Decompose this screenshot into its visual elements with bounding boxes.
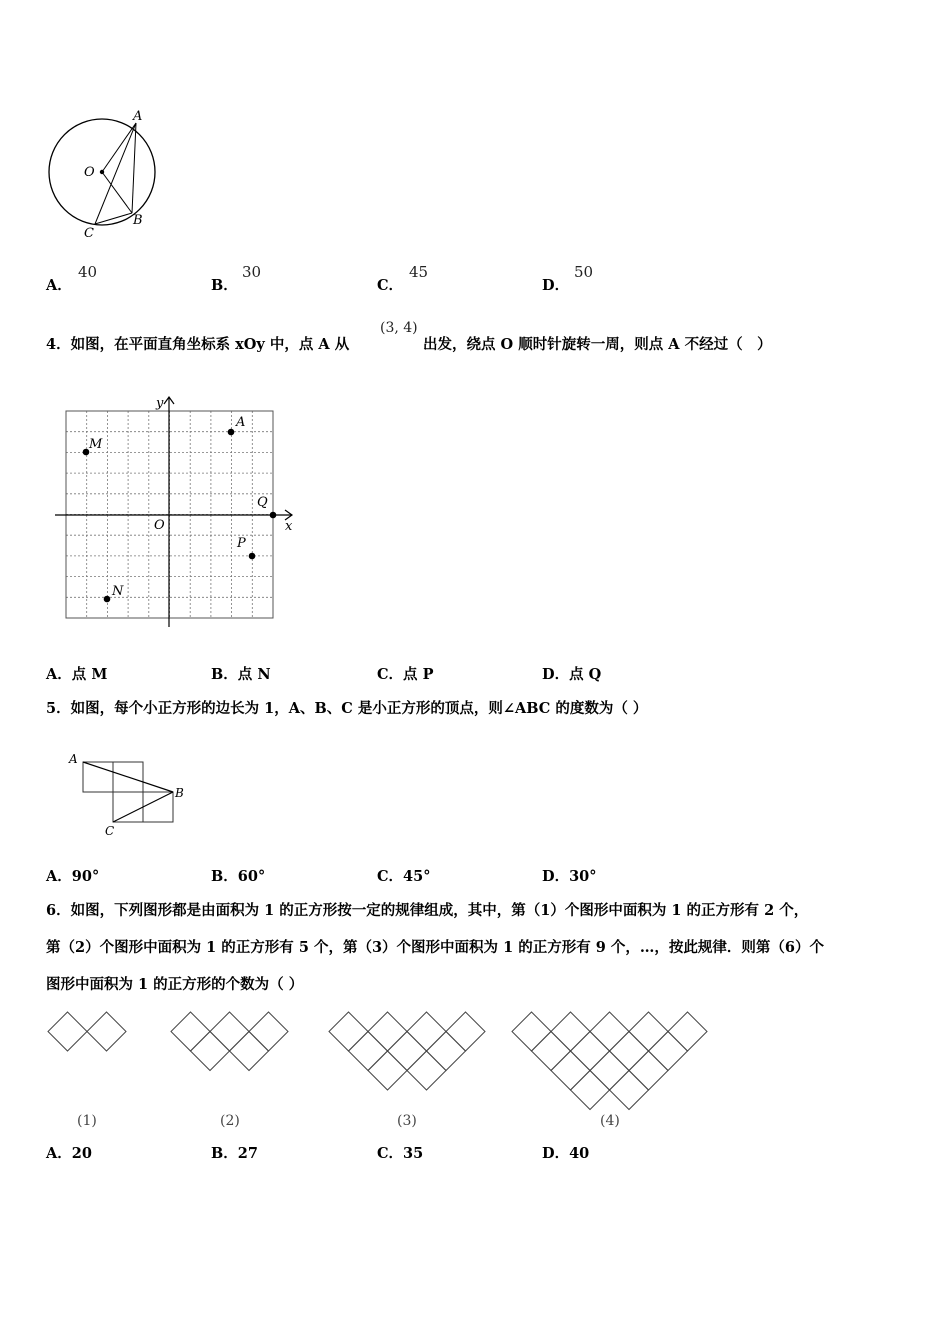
caption-1: (1) <box>77 1113 97 1129</box>
unit-square <box>388 1032 427 1071</box>
unit-square <box>551 1051 590 1090</box>
unit-square <box>590 1051 629 1090</box>
label-b: B <box>133 213 143 228</box>
point-a <box>228 429 235 436</box>
option-letter: B． <box>211 277 238 294</box>
option-letter: D． <box>542 666 570 683</box>
option-letter: C． <box>377 666 404 683</box>
option-letter: B． <box>211 666 238 683</box>
option-letter: D． <box>542 868 570 885</box>
option-value: 40 <box>569 1145 590 1162</box>
segment-ob <box>102 172 132 213</box>
unit-square <box>629 1012 668 1051</box>
unit-square <box>407 1012 446 1051</box>
unit-square <box>171 1012 210 1051</box>
q4-option-c <box>377 663 434 684</box>
q5-grid-figure <box>65 750 195 840</box>
unit-square <box>610 1071 649 1110</box>
unit-square <box>512 1012 551 1051</box>
caption-4: (4) <box>600 1113 620 1129</box>
option-letter: A． <box>46 666 72 683</box>
unit-square <box>427 1032 466 1071</box>
unit-square <box>87 1012 126 1051</box>
q6-question-line-3: 图形中面积为 1 的正方形的个数为（ ） <box>46 976 304 993</box>
label-a: A <box>236 415 246 430</box>
unit-square <box>368 1012 407 1051</box>
option-letter: D． <box>542 277 570 294</box>
option-value: 20 <box>71 1145 92 1162</box>
pattern-figure-2 <box>171 1012 288 1071</box>
square <box>143 792 173 822</box>
pattern-figure-3 <box>329 1012 485 1090</box>
label-n: N <box>112 584 124 599</box>
q3-option-a-value: 40 <box>78 263 98 281</box>
option-letter: D． <box>542 1145 570 1162</box>
q6-option-d <box>542 1142 589 1163</box>
pattern-figure-4 <box>512 1012 707 1110</box>
q6-question-line-2: 第（2）个图形中面积为 1 的正方形有 5 个，第（3）个图形中面积为 1 的正方形有 9 个，…，按此规律．则第（6）个 <box>46 939 825 956</box>
option-value: 点 N <box>237 666 271 683</box>
center-point <box>100 170 104 174</box>
caption-3: (3) <box>397 1113 417 1129</box>
option-letter: A． <box>46 868 72 885</box>
q3-option-c <box>377 274 403 295</box>
option-value: 35 <box>403 1145 424 1162</box>
q4-coordinate-grid <box>55 393 300 633</box>
q3-option-d <box>542 274 569 295</box>
option-value: 30° <box>569 868 597 885</box>
q6-pattern-figures <box>40 1000 720 1135</box>
unit-square <box>368 1051 407 1090</box>
point-q <box>270 512 277 519</box>
unit-square <box>210 1012 249 1051</box>
q4-coordinate: (3, 4) <box>380 320 418 336</box>
label-origin: O <box>154 518 165 533</box>
unit-square <box>571 1032 610 1071</box>
q3-option-b-value: 30 <box>242 263 262 281</box>
option-letter: B． <box>211 868 238 885</box>
option-value: 点 Q <box>569 666 602 683</box>
unit-square <box>48 1012 87 1051</box>
option-letter: B． <box>211 1145 238 1162</box>
label-a: A <box>69 752 78 766</box>
q6-option-b <box>211 1142 258 1163</box>
q4-option-d <box>542 663 601 684</box>
unit-square <box>191 1032 230 1071</box>
option-value: 60° <box>237 868 266 885</box>
point-p <box>249 553 256 560</box>
pattern-figure-1 <box>48 1012 126 1051</box>
label-a: A <box>133 109 143 124</box>
unit-square <box>329 1012 368 1051</box>
unit-square <box>349 1032 388 1071</box>
option-value: 点 P <box>403 666 434 683</box>
q6-option-c <box>377 1142 423 1163</box>
q6-option-a <box>46 1142 92 1163</box>
unit-square <box>446 1012 485 1051</box>
unit-square <box>551 1012 590 1051</box>
label-b: B <box>175 786 184 800</box>
segment-ab <box>132 123 136 213</box>
q4-text-before: 4．如图，在平面直角坐标系 xOy 中，点 A 从 <box>46 336 350 353</box>
segment-ab <box>83 762 173 792</box>
unit-square <box>590 1012 629 1051</box>
label-m: M <box>89 437 103 452</box>
label-y: y <box>156 396 164 411</box>
unit-square <box>571 1071 610 1110</box>
option-value: 45° <box>403 868 431 885</box>
q5-question-text: 5．如图，每个小正方形的边长为 1，A、B、C 是小正方形的顶点，则∠ABC 的度数为（ ） <box>46 700 648 717</box>
q3-option-b <box>211 274 238 295</box>
option-value: 27 <box>237 1145 258 1162</box>
q3-option-a <box>46 274 72 295</box>
option-value: 点 M <box>71 666 108 683</box>
unit-square <box>649 1032 688 1071</box>
label-p: P <box>237 536 246 551</box>
q4-question-text <box>46 333 349 354</box>
label-x: x <box>285 519 293 534</box>
unit-square <box>668 1012 707 1051</box>
square <box>113 792 143 822</box>
unit-square <box>249 1012 288 1051</box>
option-value: 90° <box>71 868 100 885</box>
q4-text-after: 出发，绕点 O 顺时针旋转一周，则点 A 不经过（ ） <box>423 336 772 353</box>
unit-square <box>629 1051 668 1090</box>
unit-square <box>610 1032 649 1071</box>
q4-option-a <box>46 663 107 684</box>
label-c: C <box>105 824 115 838</box>
q5-option-b <box>211 865 265 886</box>
option-letter: C． <box>377 277 404 294</box>
q6-question-line-1: 6．如图，下列图形都是由面积为 1 的正方形按一定的规律组成，其中，第（1）个图形中面积为 1 的正方形有 2 个， <box>46 902 809 919</box>
q3-option-d-value: 50 <box>574 263 594 281</box>
option-letter: A． <box>46 277 72 294</box>
unit-square <box>230 1032 269 1071</box>
label-o: O <box>84 165 95 180</box>
option-letter: C． <box>377 868 404 885</box>
q5-option-c <box>377 865 430 886</box>
q4-option-b <box>211 663 271 684</box>
q5-option-d <box>542 865 597 886</box>
q3-option-c-value: 45 <box>409 263 429 281</box>
unit-square <box>407 1051 446 1090</box>
q5-option-a <box>46 865 99 886</box>
option-letter: A． <box>46 1145 72 1162</box>
label-q: Q <box>257 495 268 510</box>
point-n <box>104 596 111 603</box>
option-letter: C． <box>377 1145 404 1162</box>
unit-square <box>532 1032 571 1071</box>
q3-circle-figure <box>40 105 170 245</box>
caption-2: (2) <box>220 1113 240 1129</box>
label-c: C <box>84 226 94 241</box>
